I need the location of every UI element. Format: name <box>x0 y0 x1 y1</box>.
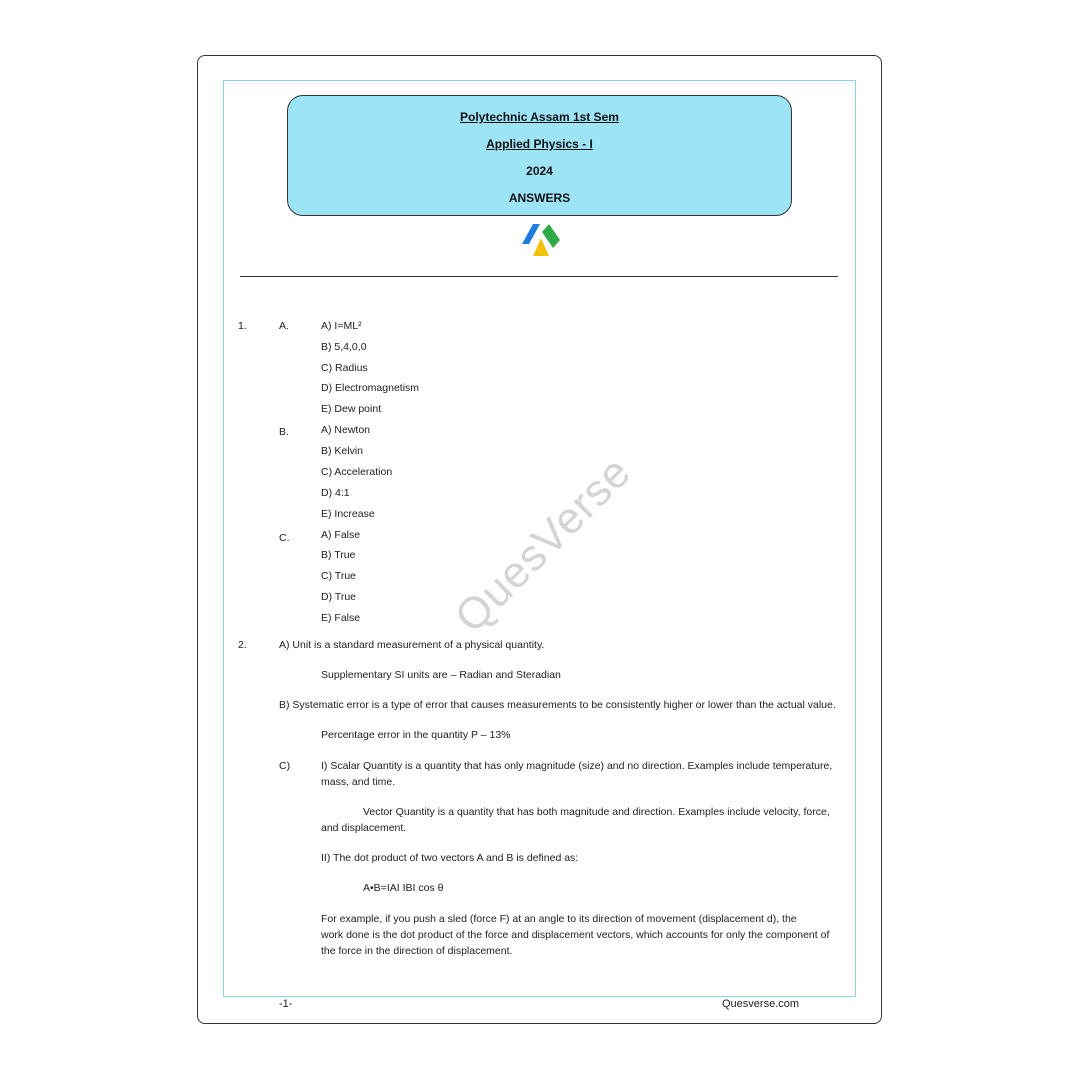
section-label-c: C. <box>279 532 290 544</box>
answer-1b-c: C) Acceleration <box>321 466 393 478</box>
example-line3: the force in the direction of displacement. <box>321 945 513 957</box>
site-link[interactable]: Quesverse.com <box>722 998 800 1010</box>
answer-1b-a: A) Newton <box>321 424 371 436</box>
page-number: -1- <box>279 998 293 1010</box>
institution-title: Polytechnic Assam 1st Sem <box>460 110 619 124</box>
exam-year: 2024 <box>526 164 553 178</box>
question-number-1: 1. <box>238 320 247 332</box>
dot-product-formula: A•B=IAI IBI cos θ <box>363 882 444 894</box>
answer-1c-b: B) True <box>321 549 356 561</box>
answer-1b-d: D) 4:1 <box>321 487 350 499</box>
section-label-b: B. <box>279 426 289 438</box>
answer-1a-c: C) Radius <box>321 362 368 374</box>
answer-1b-b: B) Kelvin <box>321 445 364 457</box>
section-label-a: A. <box>279 320 289 332</box>
quesverse-logo-icon <box>521 222 561 258</box>
answer-2a-sub: Supplementary SI units are – Radian and Steradian <box>321 669 561 681</box>
example-line1: For example, if you push a sled (force F) at an angle to its direction of movement (displacement d), the <box>321 913 797 925</box>
answer-2c-dot-product: II) The dot product of two vectors A and B is defined as: <box>321 852 579 864</box>
answer-1a-e: E) Dew point <box>321 403 382 415</box>
example-line2: work done is the dot product of the force and displacement vectors, which accounts for only the component of <box>321 929 830 941</box>
answer-1a-b: B) 5,4,0,0 <box>321 341 367 353</box>
answer-1c-a: A) False <box>321 529 361 541</box>
header-divider <box>240 276 838 277</box>
answer-1c-d: D) True <box>321 591 357 603</box>
question-number-2: 2. <box>238 639 247 651</box>
answer-2c-scalar-line2: mass, and time. <box>321 776 396 788</box>
answer-2c-vector-line1: Vector Quantity is a quantity that has both magnitude and direction. Examples include velocity, force, <box>363 806 830 818</box>
answer-1a-a: A) I=ML² <box>321 320 362 332</box>
answer-2c-scalar-line1: I) Scalar Quantity is a quantity that has only magnitude (size) and no direction. Examples include temperature, <box>321 760 833 772</box>
answer-1c-e: E) False <box>321 612 361 624</box>
answers-heading: ANSWERS <box>508 191 571 205</box>
answer-2b: B) Systematic error is a type of error that causes measurements to be consistently higher or lower than the actual value. <box>279 699 836 711</box>
answer-1b-e: E) Increase <box>321 508 375 520</box>
answer-2b-sub: Percentage error in the quantity P – 13% <box>321 729 511 741</box>
answer-1c-c: C) True <box>321 570 357 582</box>
answer-2c-vector-line2: and displacement. <box>321 822 407 834</box>
section-label-2c: C) <box>279 760 291 772</box>
subject-title: Applied Physics - I <box>486 137 593 151</box>
answer-1a-d: D) Electromagnetism <box>321 382 420 394</box>
title-box <box>287 95 792 216</box>
watermark: QuesVerse <box>445 447 641 643</box>
answer-2a: A) Unit is a standard measurement of a physical quantity. <box>279 639 545 651</box>
